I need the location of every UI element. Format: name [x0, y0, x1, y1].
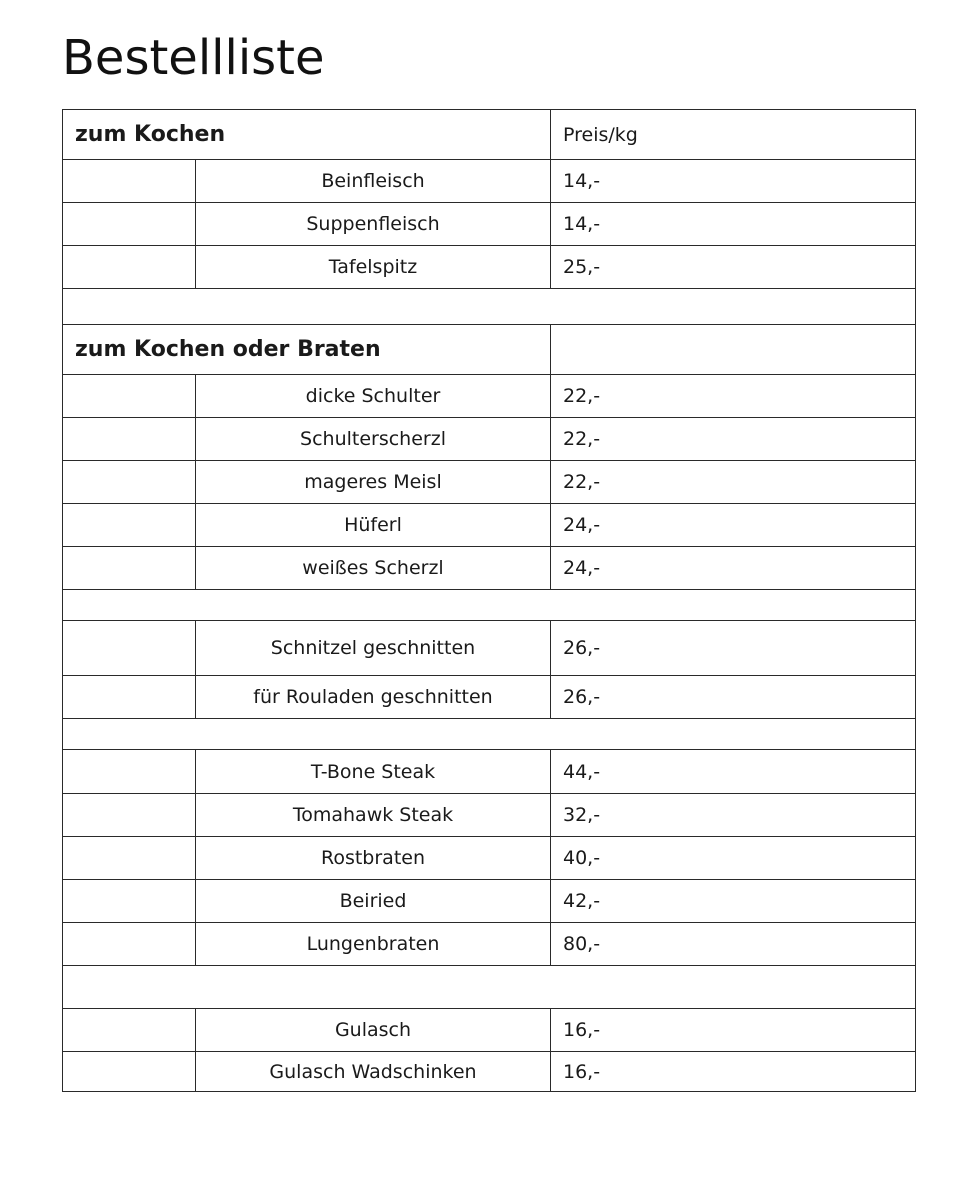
quantity-cell[interactable] — [63, 880, 196, 923]
item-name: weißes Scherzl — [196, 547, 551, 590]
quantity-cell[interactable] — [63, 203, 196, 246]
spacer-cell — [63, 966, 916, 1009]
item-name: Tomahawk Steak — [196, 794, 551, 837]
table-row — [63, 203, 916, 246]
empty-price-header-cell — [551, 325, 916, 375]
item-price: 14,- — [551, 160, 916, 203]
item-price: 44,- — [551, 750, 916, 794]
quantity-cell[interactable] — [63, 794, 196, 837]
quantity-cell[interactable] — [63, 418, 196, 461]
quantity-cell[interactable] — [63, 375, 196, 418]
section-title: zum Kochen — [63, 110, 551, 160]
item-name: Hüferl — [196, 504, 551, 547]
item-name: Gulasch Wadschinken — [196, 1052, 551, 1092]
quantity-cell[interactable] — [63, 547, 196, 590]
table-row — [63, 504, 916, 547]
item-price: 42,- — [551, 880, 916, 923]
spacer-cell — [63, 289, 916, 325]
table-row — [63, 837, 916, 880]
table-row — [63, 1052, 916, 1092]
item-price: 80,- — [551, 923, 916, 966]
item-name: mageres Meisl — [196, 461, 551, 504]
spacer-row — [63, 590, 916, 621]
item-name: Beinfleisch — [196, 160, 551, 203]
quantity-cell[interactable] — [63, 750, 196, 794]
item-name: Gulasch — [196, 1009, 551, 1052]
item-price: 22,- — [551, 461, 916, 504]
quantity-cell[interactable] — [63, 246, 196, 289]
quantity-cell[interactable] — [63, 160, 196, 203]
item-price: 16,- — [551, 1009, 916, 1052]
spacer-cell — [63, 719, 916, 750]
item-name: dicke Schulter — [196, 375, 551, 418]
table-row — [63, 547, 916, 590]
section-title: zum Kochen oder Braten — [63, 325, 551, 375]
item-name: Lungenbraten — [196, 923, 551, 966]
item-price: 26,- — [551, 621, 916, 676]
price-column-header: Preis/kg — [551, 110, 916, 160]
quantity-cell[interactable] — [63, 1009, 196, 1052]
item-price: 40,- — [551, 837, 916, 880]
table-row — [63, 418, 916, 461]
table-row — [63, 375, 916, 418]
quantity-cell[interactable] — [63, 837, 196, 880]
table-row — [63, 676, 916, 719]
page-title: Bestellliste — [62, 30, 325, 86]
quantity-cell[interactable] — [63, 1052, 196, 1092]
table-row — [63, 880, 916, 923]
quantity-cell[interactable] — [63, 504, 196, 547]
item-name: Tafelspitz — [196, 246, 551, 289]
quantity-cell[interactable] — [63, 621, 196, 676]
spacer-cell — [63, 590, 916, 621]
table-row — [63, 750, 916, 794]
item-price: 22,- — [551, 375, 916, 418]
item-name: Rostbraten — [196, 837, 551, 880]
item-price: 26,- — [551, 676, 916, 719]
quantity-cell[interactable] — [63, 923, 196, 966]
item-name: Suppenfleisch — [196, 203, 551, 246]
item-price: 24,- — [551, 504, 916, 547]
table-row — [63, 160, 916, 203]
quantity-cell[interactable] — [63, 676, 196, 719]
item-price: 14,- — [551, 203, 916, 246]
table-row — [63, 1009, 916, 1052]
item-price: 16,- — [551, 1052, 916, 1092]
spacer-row — [63, 719, 916, 750]
section-header-row — [63, 325, 916, 375]
spacer-row — [63, 966, 916, 1009]
table-row — [63, 246, 916, 289]
item-price: 22,- — [551, 418, 916, 461]
item-price: 25,- — [551, 246, 916, 289]
item-name: T-Bone Steak — [196, 750, 551, 794]
table-row — [63, 621, 916, 676]
table-row — [63, 794, 916, 837]
item-price: 32,- — [551, 794, 916, 837]
order-table — [62, 109, 916, 1092]
item-name: Schulterscherzl — [196, 418, 551, 461]
table-row — [63, 461, 916, 504]
item-name: Schnitzel geschnitten — [196, 621, 551, 676]
table-row — [63, 923, 916, 966]
quantity-cell[interactable] — [63, 461, 196, 504]
item-price: 24,- — [551, 547, 916, 590]
section-header-row — [63, 110, 916, 160]
item-name: Beiried — [196, 880, 551, 923]
spacer-row — [63, 289, 916, 325]
item-name: für Rouladen geschnitten — [196, 676, 551, 719]
